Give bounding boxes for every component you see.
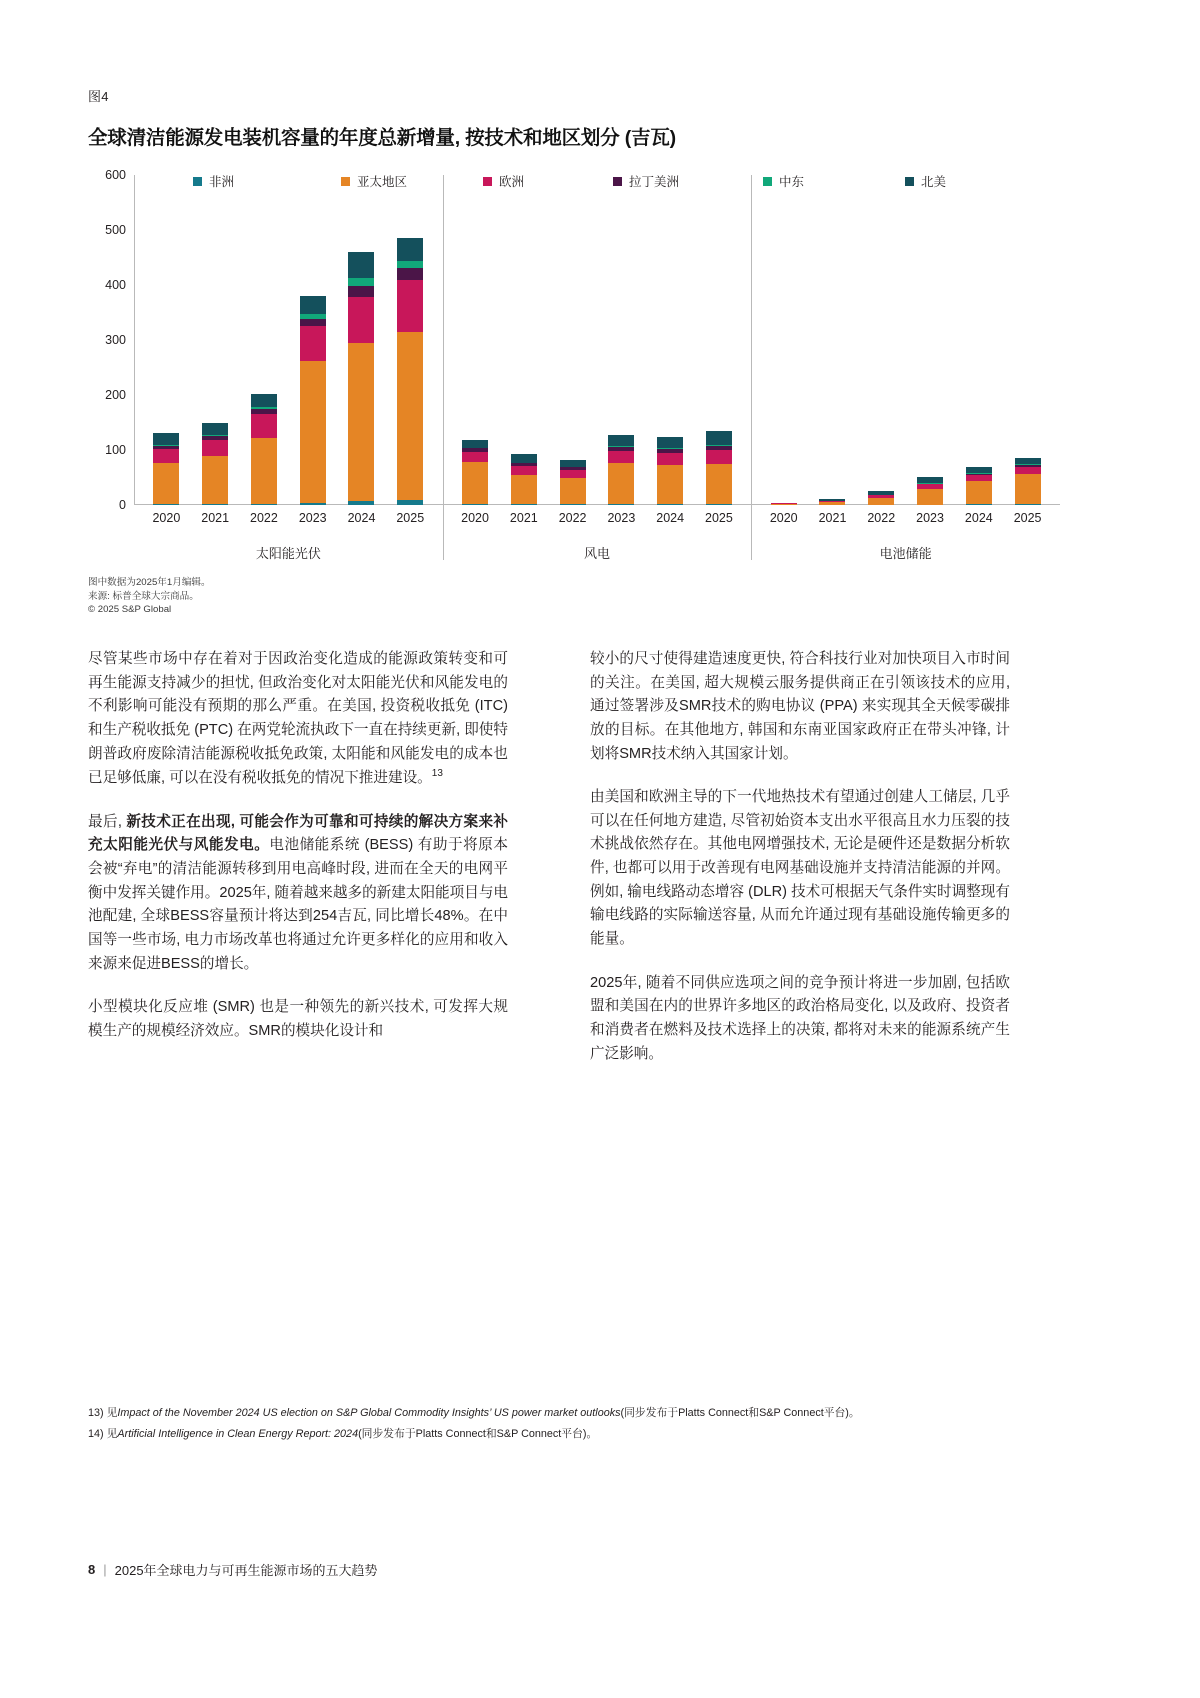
text-run: 较小的尺寸使得建造速度更快, 符合科技行业对加快项目入市时间的关注。在美国, 超大规模云服务提供商正在引领该技术的应用, 通过签署涉及SMR技术的购电协议 (PPA) 来实现其全天候零碳排放的目标。在其他地方, 韩国和东南亚国家政府正在带头冲锋, 计划将SMR技术纳入其国家计划。 bbox=[590, 651, 1010, 762]
page-footer bbox=[88, 1560, 378, 1579]
bar-segment-亚太地区 bbox=[348, 343, 374, 501]
bar-segment-欧洲 bbox=[966, 475, 992, 482]
bar-segment-北美 bbox=[300, 296, 326, 315]
bar-segment-北美 bbox=[511, 454, 537, 463]
bar[interactable] bbox=[348, 252, 374, 506]
x-tick-label: 2021 bbox=[818, 511, 847, 525]
bar[interactable] bbox=[300, 296, 326, 505]
x-tick-label: 2023 bbox=[607, 511, 636, 525]
source-line-1: 图中数据为2025年1月编辑。 bbox=[88, 577, 211, 588]
bar-segment-欧洲 bbox=[153, 449, 179, 462]
y-axis-line bbox=[134, 175, 135, 505]
figure-label: 图4 bbox=[88, 89, 109, 104]
bar-segment-北美 bbox=[153, 433, 179, 445]
y-tick-label: 200 bbox=[105, 388, 126, 402]
footnote-text: (同步发布于Platts Connect和S&P Connect平台)。 bbox=[358, 1427, 598, 1440]
bar-segment-北美 bbox=[202, 423, 228, 435]
paragraph bbox=[88, 648, 508, 791]
text-run: 小型模块化反应堆 (SMR) 也是一种领先的新兴技术, 可发挥大规模生产的规模经济效应。SMR的模块化设计和 bbox=[88, 999, 508, 1039]
bar-segment-亚太地区 bbox=[608, 463, 634, 504]
footnote-citation-title[interactable]: Impact of the November 2024 US election on S&P Global Commodity Insights’ US power market outlooks bbox=[117, 1407, 621, 1419]
y-axis bbox=[88, 168, 126, 512]
bar[interactable] bbox=[819, 499, 845, 505]
x-tick-label: 2020 bbox=[152, 511, 181, 525]
footnote-2 bbox=[88, 1426, 1028, 1443]
bar-segment-欧洲 bbox=[251, 414, 277, 438]
footnote-text: (同步发布于Platts Connect和S&P Connect平台)。 bbox=[620, 1407, 860, 1419]
bar-segment-亚太地区 bbox=[202, 456, 228, 504]
bar-segment-欧洲 bbox=[608, 451, 634, 463]
bar-segment-欧洲 bbox=[706, 450, 732, 464]
x-tick-label: 2020 bbox=[769, 511, 798, 525]
bar-segment-非洲 bbox=[153, 504, 179, 505]
panel-title-太阳能光伏: 太阳能光伏 bbox=[255, 546, 321, 561]
paragraph bbox=[88, 811, 508, 976]
bar-segment-亚太地区 bbox=[917, 489, 943, 505]
bar-segment-欧洲 bbox=[1015, 467, 1041, 475]
x-tick-label: 2025 bbox=[396, 511, 425, 525]
panel-separator bbox=[751, 175, 752, 560]
bar-segment-非洲 bbox=[560, 504, 586, 505]
bar[interactable] bbox=[771, 503, 797, 505]
bar-segment-亚太地区 bbox=[657, 465, 683, 504]
bar[interactable] bbox=[511, 454, 537, 505]
legend-label: 北美 bbox=[921, 175, 947, 189]
bar-segment-亚太地区 bbox=[153, 463, 179, 505]
bar[interactable] bbox=[1015, 458, 1041, 505]
x-tick-label: 2023 bbox=[916, 511, 944, 525]
bar-segment-亚太地区 bbox=[819, 502, 845, 505]
x-tick-label: 2025 bbox=[705, 511, 733, 525]
footnote-marker: 13 bbox=[431, 768, 443, 780]
footnote-text: 见 bbox=[106, 1407, 118, 1419]
bar-segment-中东 bbox=[348, 278, 374, 286]
bar-segment-亚太地区 bbox=[706, 464, 732, 504]
footnote-citation-title[interactable]: Artificial Intelligence in Clean Energy Report: 2024 bbox=[117, 1427, 359, 1440]
source-line-3: © 2025 S&P Global bbox=[88, 604, 172, 616]
bar-segment-非洲 bbox=[706, 504, 732, 505]
bar-segment-拉丁美洲 bbox=[300, 319, 326, 327]
bar[interactable] bbox=[153, 433, 179, 505]
bar[interactable] bbox=[560, 460, 586, 505]
footnote-1 bbox=[88, 1405, 1028, 1422]
y-tick-label: 400 bbox=[105, 278, 126, 292]
bar-segment-亚太地区 bbox=[966, 481, 992, 504]
y-tick-label: 300 bbox=[105, 333, 126, 347]
legend-label: 非洲 bbox=[209, 175, 235, 189]
source-line-2: 来源: 标普全球大宗商品。 bbox=[88, 590, 199, 602]
bar-segment-亚太地区 bbox=[868, 498, 894, 505]
bar-segment-北美 bbox=[348, 252, 374, 278]
bar-segment-非洲 bbox=[966, 504, 992, 505]
bar-segment-非洲 bbox=[300, 503, 326, 505]
bar-segment-欧洲 bbox=[462, 452, 488, 462]
text-run: 电池储能系统 (BESS) 有助于将原本会被“弃电”的清洁能源转移到用电高峰时段, 进而在全天的电网平衡中发挥关键作用。2025年, 随着越来越多的新建太阳能项目与电池配建, 全球BESS容量预计将达到254吉瓦, 同比增长48%。在中国等一些市场, 电力市场改革也将通过允许更多样化的应用和收入来源来促进BESS的增长。 bbox=[88, 837, 509, 972]
bar[interactable] bbox=[657, 437, 683, 505]
bar-segment-北美 bbox=[657, 437, 683, 448]
bar-segment-亚太地区 bbox=[300, 361, 326, 503]
text-run: 尽管某些市场中存在着对于因政治变化造成的能源政策转变和可再生能源支持减少的担忧, 但政治变化对太阳能光伏和风能发电的不利影响可能没有预期的那么严重。在美国, 投资税收抵免 (ITC) 和生产税收抵免 (PTC) 在两党轮流执政下一直在持续更新, 即使特朗普政府废除清洁能源税收抵免政策, 太阳能和风能发电的成本也已足够低廉, 可以在没有税收抵免的情况下推进建设。 bbox=[88, 651, 508, 787]
footer-separator: | bbox=[103, 1562, 107, 1577]
bar-segment-欧洲 bbox=[657, 453, 683, 465]
x-tick-label: 2020 bbox=[461, 511, 489, 525]
paragraph bbox=[590, 786, 1010, 951]
plot-area bbox=[134, 175, 1060, 505]
bar[interactable] bbox=[917, 477, 943, 505]
bar-segment-北美 bbox=[706, 431, 732, 444]
footnotes bbox=[88, 1405, 1028, 1446]
bar-segment-非洲 bbox=[202, 504, 228, 505]
body-column-left bbox=[88, 648, 508, 1063]
bar-group-风电 bbox=[451, 175, 744, 505]
text-run: 由美国和欧洲主导的下一代地热技术有望通过创建人工储层, 几乎可以在任何地方建造, 尽管初始资本支出水平很高且水力压裂的技术挑战依然存在。其他电网增强技术, 无论是硬件还是数据分析软件, 也都可以用于改善现有电网基础设施并支持清洁能源的并网。例如, 输电线路动态增容 (DLR) 技术可根据天气条件实时调整现有输电线路的实际输送容量, 从而允许通过现有基础设施传输更多的能量。 bbox=[590, 789, 1010, 948]
bar-segment-亚太地区 bbox=[560, 478, 586, 504]
bar[interactable] bbox=[868, 491, 894, 505]
bar-segment-亚太地区 bbox=[1015, 474, 1041, 504]
footnote-number: 14) bbox=[88, 1427, 107, 1440]
x-tick-label: 2025 bbox=[1013, 511, 1042, 525]
bar-segment-亚太地区 bbox=[511, 475, 537, 504]
bar[interactable] bbox=[706, 431, 732, 505]
x-tick-label: 2023 bbox=[298, 511, 327, 525]
footnote-number: 13) bbox=[88, 1407, 107, 1419]
x-tick-label: 2022 bbox=[867, 511, 896, 525]
bar[interactable] bbox=[397, 238, 423, 505]
bar-segment-北美 bbox=[966, 467, 992, 474]
x-tick-label: 2022 bbox=[250, 511, 278, 525]
bar-segment-北美 bbox=[397, 238, 423, 261]
bar[interactable] bbox=[202, 423, 228, 505]
bar[interactable] bbox=[251, 394, 277, 505]
bar-segment-非洲 bbox=[608, 504, 634, 505]
bar-segment-中东 bbox=[397, 261, 423, 268]
panel-separator bbox=[443, 175, 444, 560]
bar-segment-亚太地区 bbox=[251, 438, 277, 504]
panel-title-风电: 风电 bbox=[583, 546, 611, 561]
y-tick-label: 500 bbox=[105, 223, 126, 237]
bar-segment-亚太地区 bbox=[771, 504, 797, 505]
bar-segment-欧洲 bbox=[560, 470, 586, 478]
chart-source-note bbox=[88, 576, 211, 617]
bar[interactable] bbox=[966, 467, 992, 505]
legend-label: 中东 bbox=[779, 175, 805, 189]
bar-segment-非洲 bbox=[657, 504, 683, 505]
y-tick-label: 0 bbox=[119, 498, 126, 512]
panel-title-电池储能: 电池储能 bbox=[879, 546, 932, 561]
x-tick-label: 2021 bbox=[509, 511, 538, 525]
figure-title: 全球清洁能源发电装机容量的年度总新增量, 按技术和地区划分 (吉瓦) bbox=[88, 127, 676, 149]
bar-segment-拉丁美洲 bbox=[397, 268, 423, 280]
x-tick-label: 2024 bbox=[964, 511, 993, 525]
bar-segment-非洲 bbox=[1015, 504, 1041, 505]
x-axis-labels bbox=[134, 511, 1060, 531]
text-run: 2025年, 随着不同供应选项之间的竞争预计将进一步加剧, 包括欧盟和美国在内的世界许多地区的政治格局变化, 以及政府、投资者和消费者在燃料及技术选择上的决策, 都将对未来的能源系统产生广泛影响。 bbox=[590, 974, 1010, 1062]
body-column-right bbox=[590, 648, 1010, 1086]
footer-title: 2025年全球电力与可再生能源市场的五大趋势 bbox=[114, 1563, 378, 1578]
bar-segment-欧洲 bbox=[397, 280, 423, 332]
bar-group-太阳能光伏 bbox=[142, 175, 435, 505]
x-tick-label: 2021 bbox=[201, 511, 230, 525]
bar-segment-非洲 bbox=[462, 504, 488, 505]
bar-segment-拉丁美洲 bbox=[348, 286, 374, 296]
bar-segment-欧洲 bbox=[202, 440, 228, 456]
bar-segment-欧洲 bbox=[511, 466, 537, 475]
bar-segment-非洲 bbox=[251, 504, 277, 505]
text-run: 最后, bbox=[88, 813, 127, 830]
bar-segment-欧洲 bbox=[348, 297, 374, 343]
bar-segment-非洲 bbox=[397, 500, 423, 505]
x-tick-label: 2024 bbox=[656, 511, 685, 525]
page-number: 8 bbox=[88, 1562, 96, 1577]
bar-segment-北美 bbox=[462, 440, 488, 448]
footnote-text: 见 bbox=[106, 1427, 118, 1440]
paragraph bbox=[590, 648, 1010, 766]
emphasis-text: 新技术正在出现, 可能会作为可靠和可持续的解决方案来补充太阳能光伏与风能发电。 bbox=[88, 813, 508, 854]
y-tick-label: 600 bbox=[105, 168, 126, 182]
bar-segment-亚太地区 bbox=[397, 332, 423, 500]
bar-segment-非洲 bbox=[511, 504, 537, 505]
bar-segment-北美 bbox=[608, 435, 634, 446]
bar-segment-非洲 bbox=[348, 501, 374, 505]
bar-segment-北美 bbox=[1015, 458, 1041, 465]
y-tick-label: 100 bbox=[105, 443, 126, 457]
bar-segment-北美 bbox=[251, 394, 277, 407]
bar-segment-亚太地区 bbox=[462, 462, 488, 505]
clean-energy-capacity-chart bbox=[88, 168, 1060, 565]
bar-group-电池储能 bbox=[759, 175, 1052, 505]
bar-segment-欧洲 bbox=[300, 326, 326, 361]
bar[interactable] bbox=[608, 435, 634, 505]
legend-label: 拉丁美洲 bbox=[629, 175, 680, 189]
x-tick-label: 2022 bbox=[558, 511, 587, 525]
legend-label: 欧洲 bbox=[499, 175, 525, 189]
paragraph bbox=[88, 996, 508, 1043]
bar-segment-北美 bbox=[560, 460, 586, 467]
legend-label: 亚太地区 bbox=[357, 175, 408, 189]
paragraph bbox=[590, 972, 1010, 1067]
x-tick-label: 2024 bbox=[347, 511, 376, 525]
bar[interactable] bbox=[462, 440, 488, 505]
